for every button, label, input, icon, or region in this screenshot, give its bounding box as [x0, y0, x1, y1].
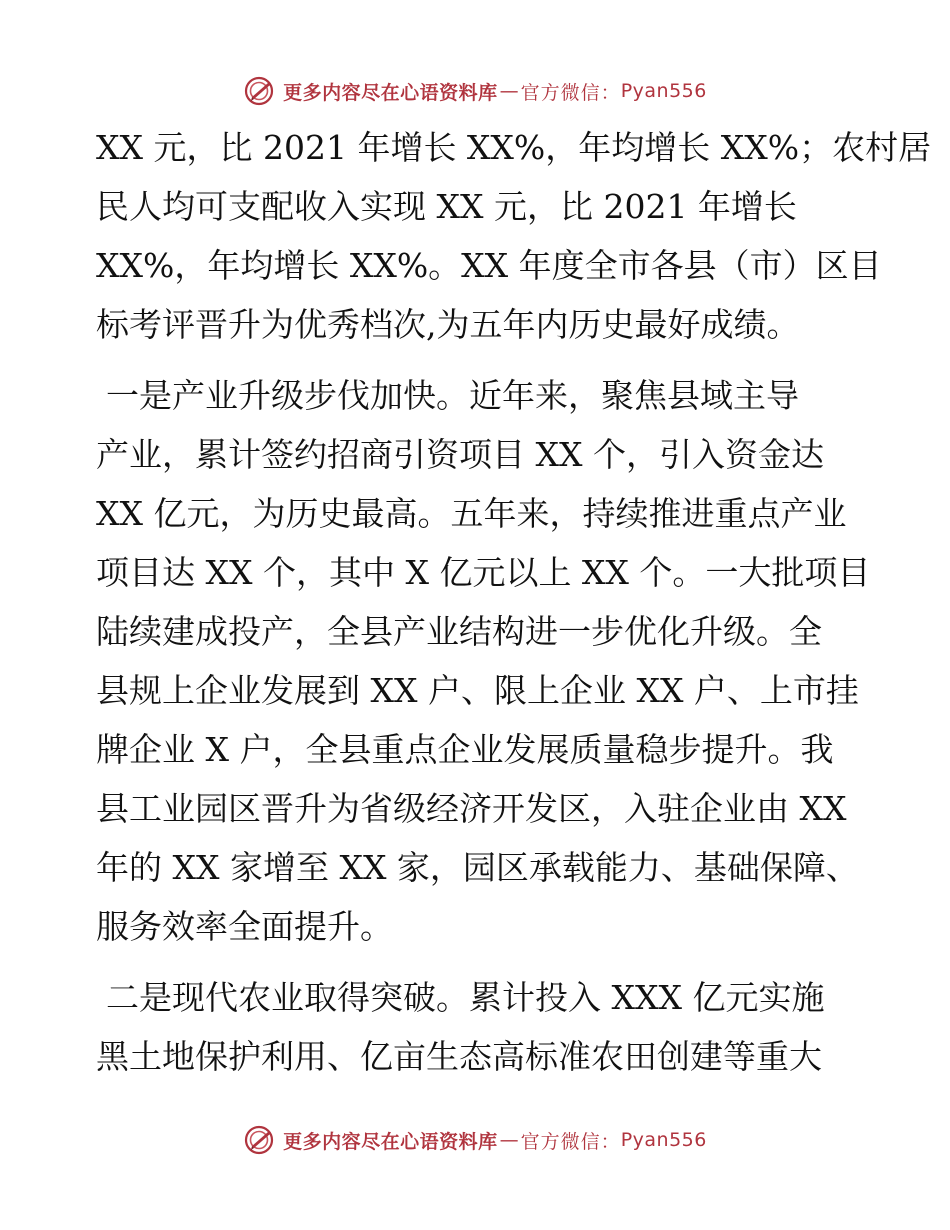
text-line: 黑土地保护利用、亿亩生态高标准农田创建等重大 [96, 1037, 822, 1076]
banner-dash: — [499, 1129, 519, 1151]
banner-wechat-label: 官方微信： [520, 81, 621, 104]
document-body [96, 118, 932, 1086]
banner-dash: — [499, 80, 519, 102]
brand-logo-icon [243, 75, 277, 107]
text-line: 县工业园区晋升为省级经济开发区，入驻企业由 XX [96, 789, 847, 828]
banner-brand-text: 更多内容尽在心语资料库 [283, 81, 498, 104]
text-line: 产业，累计签约招商引资项目 XX 个，引入资金达 [96, 435, 824, 474]
header-banner [0, 71, 950, 111]
brand-logo-icon [243, 1124, 277, 1156]
text-line: 一是产业升级步伐加快。近年来，聚焦县域主导 [106, 376, 799, 415]
text-line: 标考评晋升为优秀档次,为五年内历史最好成绩。 [96, 305, 800, 344]
text-line: 民人均可支配收入实现 XX 元，比 2021 年增长 [96, 187, 797, 226]
paragraph-1 [96, 118, 932, 354]
text-line: XX%，年均增长 XX%。XX 年度全市各县（市）区目 [96, 246, 882, 285]
text-line: 二是现代农业取得突破。累计投入 XXX 亿元实施 [106, 978, 825, 1017]
text-line: 陆续建成投产，全县产业结构进一步优化升级。全 [96, 612, 822, 651]
text-line: XX 元，比 2021 年增长 XX%，年均增长 XX%；农村居 [96, 128, 932, 167]
banner-wechat-id: Pyan556 [620, 80, 707, 102]
text-line: 服务效率全面提升。 [96, 907, 393, 946]
text-line: 牌企业 X 户，全县重点企业发展质量稳步提升。我 [96, 730, 834, 769]
text-line: 县规上企业发展到 XX 户、限上企业 XX 户、上市挂 [96, 671, 859, 710]
paragraph-3 [96, 968, 866, 1086]
banner-wechat-label: 官方微信： [520, 1130, 621, 1153]
banner-wechat-id: Pyan556 [620, 1129, 707, 1151]
text-line: 项目达 XX 个，其中 X 亿元以上 XX 个。一大批项目 [96, 553, 871, 592]
banner-brand-text: 更多内容尽在心语资料库 [283, 1130, 498, 1153]
footer-banner [0, 1120, 950, 1160]
text-line: 年的 XX 家增至 XX 家，园区承载能力、基础保障、 [96, 848, 859, 887]
paragraph-2 [96, 366, 871, 956]
text-line: XX 亿元，为历史最高。五年来，持续推进重点产业 [96, 494, 847, 533]
